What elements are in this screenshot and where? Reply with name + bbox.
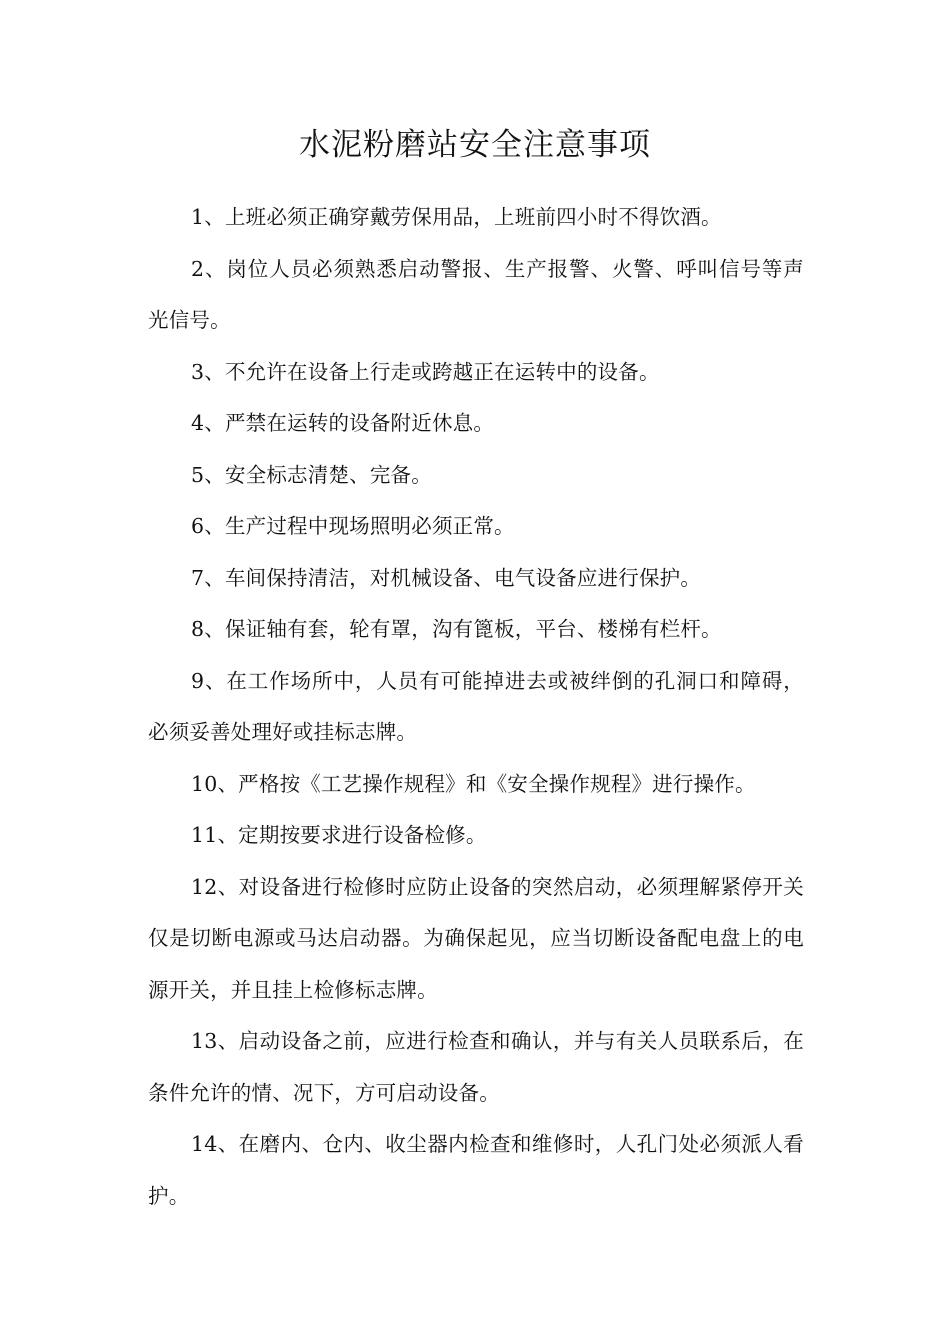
paragraph-8: 8、保证轴有套，轮有罩，沟有篦板，平台、楼梯有栏杆。 [191,617,722,641]
paragraph-2: 2、岗位人员必须熟悉启动警报、生产报警、火警、呼叫信号等声光信号。 [148,256,804,332]
paragraph-14: 14、在磨内、仓内、收尘器内检查和维修时，人孔门处必须派人看护。 [148,1132,804,1208]
paragraph-12: 12、对设备进行检修时应防止设备的突然启动，必须理解紧停开关仅是切断电源或马达启动器。为确保起见，应当切断设备配电盘上的电源开关，并且挂上检修标志牌。 [148,874,804,1002]
document-title: 水泥粉磨站安全注意事项 [299,127,651,163]
paragraph-4: 4、严禁在运转的设备附近休息。 [191,411,495,435]
paragraph-3: 3、不允许在设备上行走或跨越正在运转中的设备。 [191,359,660,384]
paragraph-6: 6、生产过程中现场照明必须正常。 [191,514,515,538]
paragraph-5: 5、安全标志清楚、完备。 [191,462,432,487]
paragraph-1: 1、上班必须正确穿戴劳保用品，上班前四小时不得饮酒。 [191,205,722,229]
paragraph-11: 11、定期按要求进行设备检修。 [191,823,487,847]
paragraph-10: 10、严格按《工艺操作规程》和《安全操作规程》进行操作。 [191,771,756,796]
paragraph-9: 9、在工作场所中，人员有可能掉进去或被绊倒的孔洞口和障碍，必须妥善处理好或挂标志牌。 [148,668,804,744]
paragraph-13: 13、启动设备之前，应进行检查和确认，并与有关人员联系后，在条件允许的情、况下，方可启动设备。 [148,1029,804,1105]
paragraph-7: 7、车间保持清洁，对机械设备、电气设备应进行保护。 [191,565,702,590]
document-body [148,192,804,1222]
